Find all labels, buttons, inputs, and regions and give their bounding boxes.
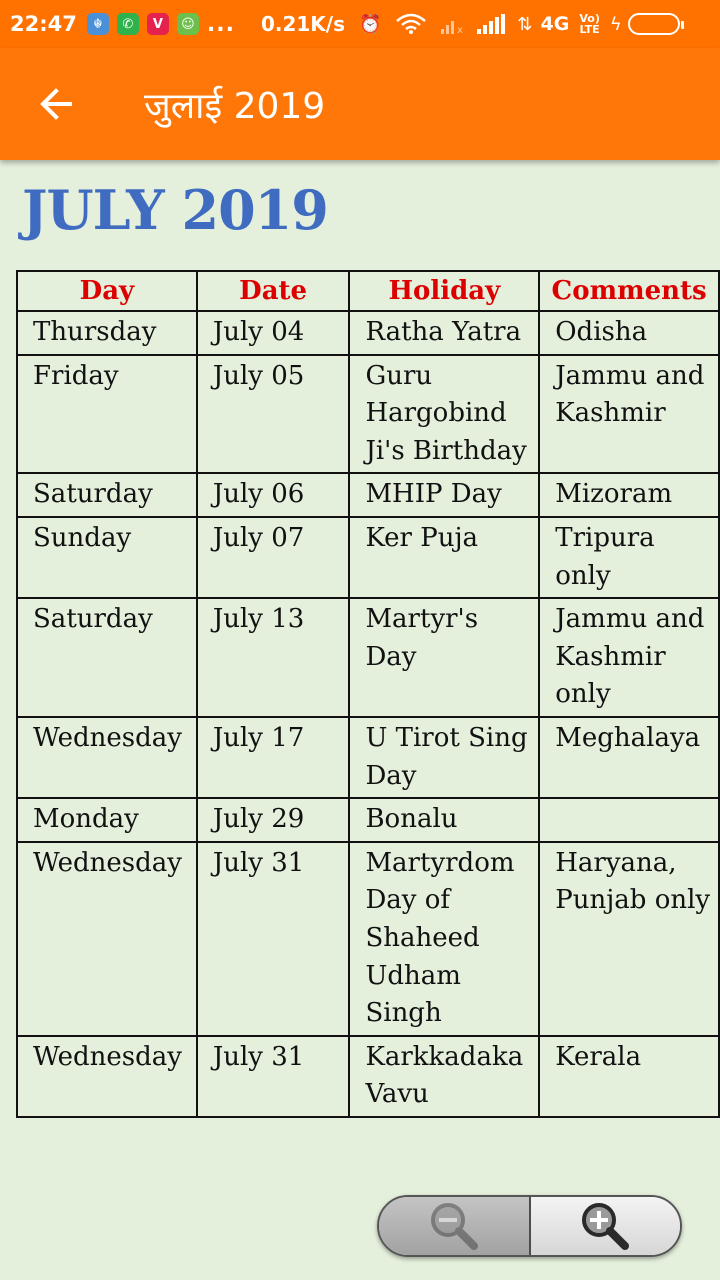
table-row bbox=[17, 717, 719, 798]
cell-date: July 06 bbox=[197, 473, 350, 517]
back-button[interactable] bbox=[0, 48, 112, 160]
cell-holiday: MHIP Day bbox=[349, 473, 539, 517]
cell-day: Friday bbox=[17, 355, 197, 474]
cell-holiday: U Tirot Sing Day bbox=[349, 717, 539, 798]
app-bar bbox=[0, 48, 720, 160]
cell-date: July 04 bbox=[197, 311, 350, 355]
column-header-comments: Comments bbox=[539, 271, 719, 311]
zoom-in-button[interactable] bbox=[531, 1197, 681, 1255]
cell-date: July 13 bbox=[197, 598, 350, 717]
zoom-out-button[interactable] bbox=[379, 1197, 531, 1255]
cell-day: Saturday bbox=[17, 473, 197, 517]
cell-day: Wednesday bbox=[17, 717, 197, 798]
more-notifications-indicator: ... bbox=[206, 11, 235, 37]
android-app-icon: ☺ bbox=[177, 13, 199, 35]
holiday-table bbox=[16, 270, 720, 1118]
cell-comments: Mizoram bbox=[539, 473, 719, 517]
battery-icon bbox=[628, 13, 680, 35]
table-row bbox=[17, 355, 719, 474]
table-row bbox=[17, 1036, 719, 1117]
zoom-control bbox=[377, 1195, 682, 1257]
trident-app-icon: ☬ bbox=[87, 13, 109, 35]
app-bar-title: जुलाई 2019 bbox=[144, 85, 326, 127]
table-row bbox=[17, 798, 719, 842]
svg-text:x: x bbox=[457, 25, 464, 34]
cell-comments: Haryana, Punjab only bbox=[539, 842, 719, 1036]
zoom-in-icon bbox=[577, 1198, 633, 1254]
cell-holiday: Martyr's Day bbox=[349, 598, 539, 717]
cell-holiday: Ker Puja bbox=[349, 517, 539, 598]
signal-strong-icon bbox=[477, 14, 507, 34]
table-body bbox=[17, 311, 719, 1117]
cell-holiday: Guru Hargobind Ji's Birthday bbox=[349, 355, 539, 474]
table-header-row bbox=[17, 271, 719, 311]
column-header-date: Date bbox=[197, 271, 350, 311]
cell-date: July 17 bbox=[197, 717, 350, 798]
data-transfer-icon: ⇅ bbox=[517, 13, 533, 35]
cell-day: Monday bbox=[17, 798, 197, 842]
wifi-icon bbox=[395, 13, 427, 35]
cell-comments: Meghalaya bbox=[539, 717, 719, 798]
cell-date: July 31 bbox=[197, 842, 350, 1036]
cell-holiday: Martyrdom Day of Shaheed Udham Singh bbox=[349, 842, 539, 1036]
table-row bbox=[17, 598, 719, 717]
status-bar bbox=[0, 0, 720, 48]
table-row bbox=[17, 473, 719, 517]
cell-date: July 07 bbox=[197, 517, 350, 598]
cell-date: July 29 bbox=[197, 798, 350, 842]
cell-comments: Kerala bbox=[539, 1036, 719, 1117]
signal-weak-icon bbox=[441, 14, 467, 34]
back-arrow-icon bbox=[38, 86, 74, 122]
cell-day: Wednesday bbox=[17, 842, 197, 1036]
table-row bbox=[17, 311, 719, 355]
cell-holiday: Bonalu bbox=[349, 798, 539, 842]
alarm-icon: ⏰ bbox=[359, 13, 382, 35]
cell-comments: Tripura only bbox=[539, 517, 719, 598]
cell-day: Thursday bbox=[17, 311, 197, 355]
zoom-out-icon bbox=[426, 1198, 482, 1254]
cell-day: Sunday bbox=[17, 517, 197, 598]
cell-holiday: Karkkadaka Vavu bbox=[349, 1036, 539, 1117]
cell-comments: Jammu and Kashmir bbox=[539, 355, 719, 474]
cell-holiday: Ratha Yatra bbox=[349, 311, 539, 355]
cell-day: Saturday bbox=[17, 598, 197, 717]
column-header-holiday: Holiday bbox=[349, 271, 539, 311]
cell-comments: Jammu and Kashmir only bbox=[539, 598, 719, 717]
notification-icons bbox=[87, 13, 207, 35]
cell-date: July 05 bbox=[197, 355, 350, 474]
cell-day: Wednesday bbox=[17, 1036, 197, 1117]
cell-comments: Odisha bbox=[539, 311, 719, 355]
table-row bbox=[17, 842, 719, 1036]
table-row bbox=[17, 517, 719, 598]
status-time: 22:47 bbox=[10, 12, 77, 36]
vivo-app-icon: V bbox=[147, 13, 169, 35]
page-heading: JULY 2019 bbox=[22, 178, 328, 242]
column-header-day: Day bbox=[17, 271, 197, 311]
volte-indicator: Vo) LTE bbox=[579, 12, 600, 36]
cell-comments bbox=[539, 798, 719, 842]
network-type: 4G bbox=[540, 13, 570, 35]
network-speed: 0.21K/s bbox=[260, 12, 345, 36]
whatsapp-icon: ✆ bbox=[117, 13, 139, 35]
cell-date: July 31 bbox=[197, 1036, 350, 1117]
charging-icon: ϟ bbox=[609, 13, 622, 35]
